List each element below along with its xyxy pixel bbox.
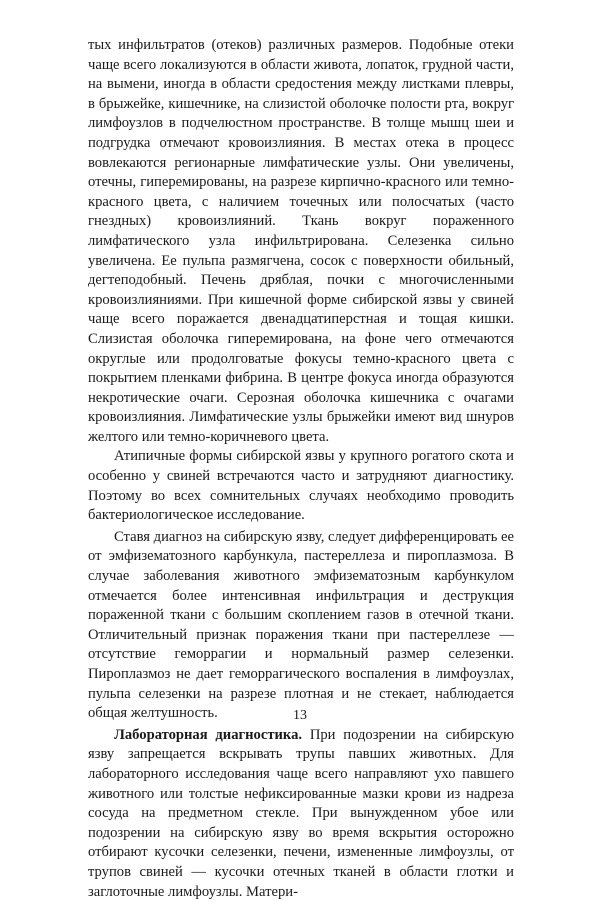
paragraph-4-body: При подозрении на сибирскую язву запрещается вскрывать трупы павших животных. Для лабораторного исследования чаще всего направляют ухо павшего животного или толстые нефиксированные мазки крови из надреза сосуда на предметном стекле. При вынужденном убое или подозрении на сибирскую язву во время вскрытия осторожно отбирают кусочки селезенки, печени, измененные лимфоузлы, от трупов свиней — кусочки отечных тканей в области глотки и заглоточные лимфоузлы. Матери- <box>88 726 514 900</box>
page-number: 13 <box>293 708 307 723</box>
paragraph-3: Ставя диагноз на сибирскую язву, следует дифференцировать ее от эмфизематозного карбункула, пастереллеза и пироплазмоза. В случае заболевания животного эмфизематозным карбункулом отмечается более интенсивная инфильтрация и деструкция пораженной ткани с большим скоплением газов в отечной ткани. Отличительный признак поражения ткани при пастереллезе — отсутствие геморрагии и нормальный размер селезенки. Пироплазмоз не дает геморрагического воспаления в лимфоузлах, пульпа селезенки на разрезе плотная и не стекает, наблюдается общая желтушность. <box>88 528 514 722</box>
paragraph-1: тых инфильтратов (отеков) различных размеров. Подобные отеки чаще всего локализуются в области живота, лопаток, грудной части, на вымени, иногда в области средостения между листками плевры, в брыжейке, кишечнике, на слизистой оболочке полости рта, вокруг лимфоузлов в подчелюстном пространстве. В толще мышц шеи и подгрудка отмечают кровоизлияния. В местах отека в процесс вовлекаются регионарные лимфатические узлы. Они увеличены, отечны, гиперемированы, на разрезе кирпично-красного или темно-красного цвета, с наличием точечных или полосчатых (часто гнездных) кровоизлияний. Ткань вокруг пораженного лимфатического узла инфильтрирована. Селезенка сильно увеличена. Ее пульпа размягчена, сосок с поверхности обильный, дегтеподобный. Печень дряблая, почки с многочисленными кровоизлияниями. При кишечной форме сибирской язвы у свиней чаще всего поражается двенадцатиперстная и тощая кишки. Слизистая оболочка гиперемирована, на фоне чего отмечаются округлые или продолговатые фокусы темно-красного цвета с покрытием пленками фибрина. В центре фокуса иногда образуются некротические очаги. Серозная оболочка кишечника с очагами кровоизлияния. Лимфатические узлы брыжейки имеют вид шнуров желтого или темно-коричневого цвета. <box>88 37 514 445</box>
section-heading-lab-diagnostics: Лабораторная диагностика. <box>114 726 303 743</box>
body-text <box>88 36 514 902</box>
paragraph-4 <box>88 726 514 902</box>
paragraph-2: Атипичные формы сибирской язвы у крупного рогатого скота и особенно у свиней встречаются часто и затрудняют диагностику. Поэтому во всех сомнительных случаях необходимо проводить бактериологическое исследование. <box>88 448 514 524</box>
